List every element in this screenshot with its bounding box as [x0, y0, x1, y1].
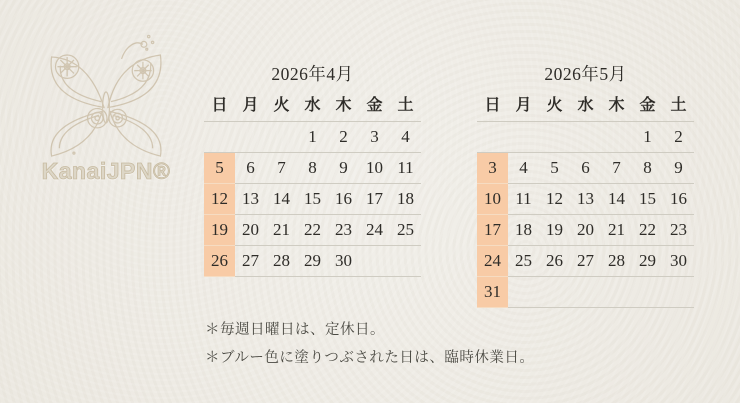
- day-cell-empty: [508, 122, 539, 153]
- day-cell: 16: [328, 184, 359, 215]
- day-cell: 8: [632, 153, 663, 184]
- weekday-header: 金: [359, 90, 390, 122]
- day-cell: 5: [539, 153, 570, 184]
- weekday-header: 土: [390, 90, 421, 122]
- day-cell-closed: 10: [477, 184, 508, 215]
- weekday-header: 水: [570, 90, 601, 122]
- day-cell: 10: [359, 153, 390, 184]
- day-cell: 17: [359, 184, 390, 215]
- day-cell: 24: [359, 215, 390, 246]
- weekday-header: 土: [663, 90, 694, 122]
- day-cell-empty: [266, 122, 297, 153]
- day-cell: 4: [390, 122, 421, 153]
- calendar-title-april: 2026年4月: [271, 64, 354, 84]
- day-cell: 6: [235, 153, 266, 184]
- day-cell: 27: [235, 246, 266, 277]
- day-cell: 15: [297, 184, 328, 215]
- day-cell-closed: 12: [204, 184, 235, 215]
- day-cell-closed: 3: [477, 153, 508, 184]
- day-cell: 25: [390, 215, 421, 246]
- day-cell: 20: [235, 215, 266, 246]
- day-cell-closed: 31: [477, 277, 508, 308]
- day-cell: 21: [266, 215, 297, 246]
- calendar-title-may: 2026年5月: [544, 64, 627, 84]
- day-cell: 7: [601, 153, 632, 184]
- day-cell: 1: [632, 122, 663, 153]
- weekday-header: 木: [328, 90, 359, 122]
- weekday-header: 火: [539, 90, 570, 122]
- day-cell: 9: [328, 153, 359, 184]
- day-cell: 23: [328, 215, 359, 246]
- weekday-header: 月: [235, 90, 266, 122]
- day-cell-empty: [508, 277, 539, 308]
- day-cell: 19: [539, 215, 570, 246]
- day-cell-empty: [632, 277, 663, 308]
- day-cell: 11: [390, 153, 421, 184]
- day-cell: 3: [359, 122, 390, 153]
- brand-name: KanaiJPN®: [41, 158, 171, 184]
- note-temporary-closure: ＊ブルー色に塗りつぶされた日は、臨時休業日。: [205, 350, 535, 366]
- calendar-april-2026: [204, 62, 421, 277]
- day-cell-empty: [663, 277, 694, 308]
- day-cell: 1: [297, 122, 328, 153]
- day-cell: 30: [663, 246, 694, 277]
- day-cell: 14: [266, 184, 297, 215]
- note-sunday-closed: ＊毎週日曜日は、定休日。: [205, 322, 385, 338]
- day-cell: 9: [663, 153, 694, 184]
- weekday-header: 木: [601, 90, 632, 122]
- footnotes: [205, 316, 534, 372]
- day-cell: 13: [570, 184, 601, 215]
- brand-logo: [24, 22, 188, 185]
- day-cell: 18: [508, 215, 539, 246]
- day-cell-closed: 26: [204, 246, 235, 277]
- day-cell-empty: [570, 277, 601, 308]
- day-cell-closed: 19: [204, 215, 235, 246]
- weekday-header: 金: [632, 90, 663, 122]
- day-cell: 23: [663, 215, 694, 246]
- weekday-header: 日: [204, 90, 235, 122]
- day-cell: 8: [297, 153, 328, 184]
- day-cell-empty: [539, 122, 570, 153]
- day-cell: 21: [601, 215, 632, 246]
- day-cell: 29: [632, 246, 663, 277]
- day-cell: 26: [539, 246, 570, 277]
- day-cell-closed: 17: [477, 215, 508, 246]
- day-cell: 2: [663, 122, 694, 153]
- day-cell: 13: [235, 184, 266, 215]
- day-cell-empty: [477, 122, 508, 153]
- weekday-header: 日: [477, 90, 508, 122]
- day-cell-closed: 5: [204, 153, 235, 184]
- day-cell: 22: [632, 215, 663, 246]
- day-cell-empty: [390, 246, 421, 277]
- day-cell: 28: [266, 246, 297, 277]
- day-cell-empty: [601, 122, 632, 153]
- day-cell: 28: [601, 246, 632, 277]
- day-cell: 16: [663, 184, 694, 215]
- day-cell: 18: [390, 184, 421, 215]
- calendar-grid-may: [477, 90, 694, 308]
- day-cell-empty: [204, 122, 235, 153]
- day-cell-empty: [235, 122, 266, 153]
- calendar-may-2026: [477, 62, 694, 308]
- weekday-header: 水: [297, 90, 328, 122]
- day-cell-empty: [359, 246, 390, 277]
- day-cell: 29: [297, 246, 328, 277]
- butterfly-logo-icon: [26, 22, 186, 158]
- day-cell: 14: [601, 184, 632, 215]
- day-cell: 11: [508, 184, 539, 215]
- day-cell-empty: [570, 122, 601, 153]
- day-cell-empty: [539, 277, 570, 308]
- day-cell-empty: [601, 277, 632, 308]
- day-cell: 30: [328, 246, 359, 277]
- day-cell: 4: [508, 153, 539, 184]
- day-cell: 2: [328, 122, 359, 153]
- day-cell: 25: [508, 246, 539, 277]
- day-cell: 20: [570, 215, 601, 246]
- day-cell: 12: [539, 184, 570, 215]
- day-cell: 22: [297, 215, 328, 246]
- day-cell: 6: [570, 153, 601, 184]
- weekday-header: 月: [508, 90, 539, 122]
- day-cell: 7: [266, 153, 297, 184]
- weekday-header: 火: [266, 90, 297, 122]
- day-cell-closed: 24: [477, 246, 508, 277]
- calendar-grid-april: [204, 90, 421, 277]
- day-cell: 15: [632, 184, 663, 215]
- day-cell: 27: [570, 246, 601, 277]
